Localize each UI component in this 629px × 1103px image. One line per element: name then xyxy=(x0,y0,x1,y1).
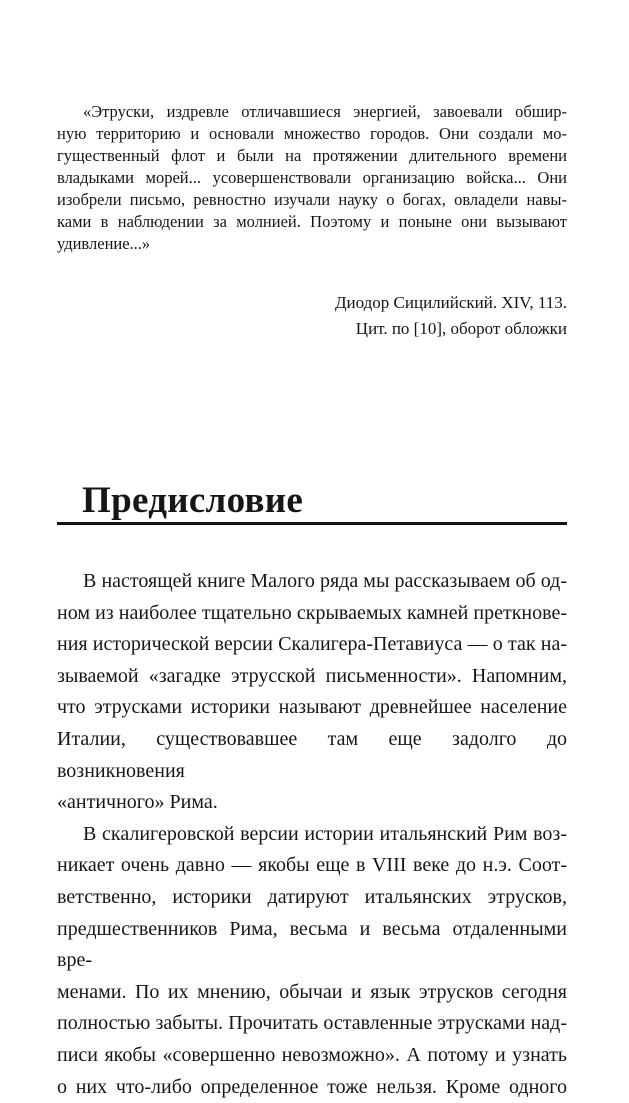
text-line: владыками морей... усовершенствовали организацию войска... Они xyxy=(57,167,567,189)
text-line: «Этруски, издревле отличавшиеся энергией, завоевали обшир- xyxy=(57,101,567,123)
text-line: ния исторической версии Скалигера-Петавиуса — о так на- xyxy=(57,629,567,661)
text-line: что этрусками историки называют древнейшее население xyxy=(57,692,567,724)
heading-rule xyxy=(57,522,567,525)
epigraph xyxy=(57,101,567,255)
body-text xyxy=(57,566,567,1103)
text-line: менами. По их мнению, обычаи и язык этрусков сегодня xyxy=(57,977,567,1009)
text-line: ками в наблюдении за молнией. Поэтому и поныне они вызывают xyxy=(57,211,567,233)
text-line: ветственно, историки датируют итальянских этрусков, xyxy=(57,882,567,914)
text-line: никает очень давно — якобы еще в VIII веке до н.э. Соот- xyxy=(57,850,567,882)
paragraph xyxy=(57,819,567,1103)
chapter-title: Предисловие xyxy=(57,481,567,521)
epigraph-attribution xyxy=(57,290,567,342)
text-line: зываемой «загадке этрусской письменности». Напомним, xyxy=(57,661,567,693)
paragraph xyxy=(57,566,567,819)
text-line: предшественников Рима, весьма и весьма отдаленными вре- xyxy=(57,914,567,977)
text-line: Диодор Сицилийский. XIV, 113. xyxy=(57,290,567,316)
text-line: изобрели письмо, ревностно изучали науку о богах, овладели навы- xyxy=(57,189,567,211)
text-line: гущественный флот и были на протяжении длительного времени xyxy=(57,145,567,167)
text-line: удивление...» xyxy=(57,233,567,255)
paragraph xyxy=(57,101,567,255)
text-line: Цит. по [10], оборот обложки xyxy=(57,316,567,342)
text-line: полностью забыты. Прочитать оставленные этрусками над- xyxy=(57,1008,567,1040)
text-line: ном из наиболее тщательно скрываемых камней преткнове- xyxy=(57,598,567,630)
text-line: о них что-либо определенное тоже нельзя. Кроме одного xyxy=(57,1072,567,1103)
text-line: «античного» Рима. xyxy=(57,787,567,819)
text-line: В скалигеровской версии истории итальянский Рим воз- xyxy=(57,819,567,851)
text-line: Италии, существовавшее там еще задолго до возникновения xyxy=(57,724,567,787)
chapter-heading-block xyxy=(57,481,567,533)
text-line: ную территорию и основали множество городов. Они создали мо- xyxy=(57,123,567,145)
text-line: писи якобы «совершенно невозможно». А потому и узнать xyxy=(57,1040,567,1072)
text-line: В настоящей книге Малого ряда мы рассказываем об од- xyxy=(57,566,567,598)
